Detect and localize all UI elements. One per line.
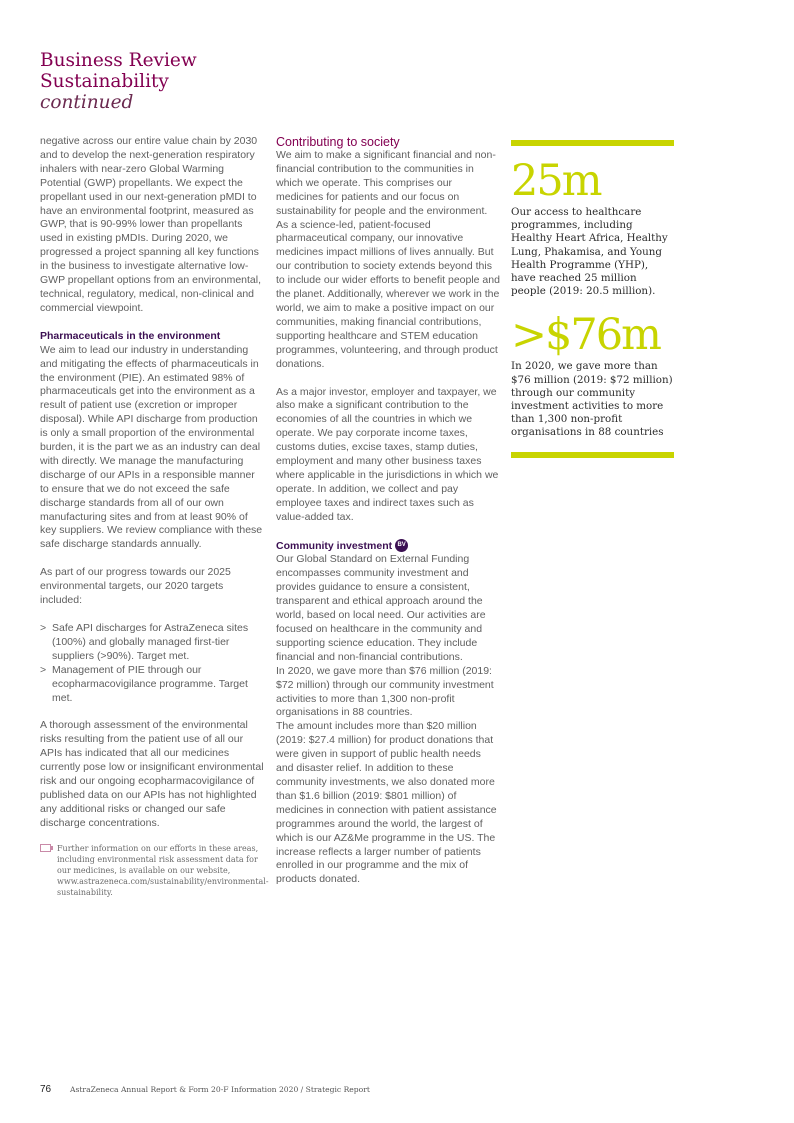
page-footer bbox=[40, 1084, 370, 1095]
column-left bbox=[40, 135, 269, 898]
stat-value-reach: 25m bbox=[511, 156, 601, 206]
society-paragraph: We aim to make a significant financial and non-financial contribution to the communities in which we operate. This comprises our medicines for patients and our focus on sustainability for people and the environment. As a science-led, patient-focused pharmaceutical company, our innovative medicines impact millions of lives annually. But our contribution to society extends beyond this to include our wider efforts to benefit people and the planet. Additionally, wherever we work in the world, we aim to make a positive impact on our communities, making financial contributions, supporting healthcare and STEM education programmes, volunteering, and through product donations. bbox=[276, 149, 500, 370]
note-text: Further information on our efforts in these areas, including environmental risk assessment data for our medicines, is available on our website, www.astrazeneca.com/sustainability/environmental-sustainability. bbox=[57, 843, 269, 897]
page-header bbox=[40, 50, 197, 113]
community-paragraph-3: The amount includes more than $20 million (2019: $27.4 million) for product donations that were given in support of public health needs and disaster relief. In addition to these community investments, we also donated more than $1.6 billion (2019: $801 million) of medicines in connection with patient assistance programmes around the world, the largest of which is our AZ&Me programme in the US. The increase reflects a larger number of patients enrolled in our programme and the mix of products donated. bbox=[276, 720, 497, 886]
tax-paragraph: As a major investor, employer and taxpayer, we also make a significant contribution to the economies of all the countries in which we operate. We pay corporate income taxes, customs duties, excise taxes, stamp duties, employment and many other business taxes where applicable in the jurisdictions in which we operate. In addition, we collect and pay employee taxes and indirect taxes such as value-added tax. bbox=[276, 385, 499, 523]
targets-intro: As part of our progress towards our 2025 environmental targets, our 2020 targets included: bbox=[40, 566, 231, 607]
intro-paragraph: negative across our entire value chain by 2030 and to develop the next-generation respiratory inhalers with near-zero Global Warming Potential (GWP) propellants. We expect the propellant used in our next-generation pMDI to have an environmental footprint, measured as GWP, that is 90-99% lower than propellants used in existing pMDIs. During 2020, we progressed a project spanning all key functions in the business to investigate alternative low-GWP propellant options from an environmental, technical, regulatory, medical, non-clinical and commercial viewpoint. bbox=[40, 135, 262, 314]
pie-heading: Pharmaceuticals in the environment bbox=[40, 329, 221, 342]
document-reference-icon bbox=[40, 844, 51, 852]
community-paragraph-1: Our Global Standard on External Funding encompasses community investment and provides guidance to ensure a consistent, transparent and ethical approach around the world, based on local need. Our activities are focused on healthcare in the community and supporting science education. They include financial and non-financial contributions. bbox=[276, 553, 486, 663]
subsection-title: Sustainability bbox=[40, 71, 169, 92]
business-value-icon: BV bbox=[395, 539, 408, 552]
continued-label: continued bbox=[40, 92, 134, 113]
bottom-divider-bar bbox=[511, 452, 674, 458]
footer-text: AstraZeneca Annual Report & Form 20-F Information 2020 / Strategic Report bbox=[70, 1085, 370, 1094]
list-item bbox=[40, 622, 265, 664]
target-text: Safe API discharges for AstraZeneca sites (100%) and globally managed first-tier suppliers (>90%). Target met. bbox=[52, 622, 249, 662]
pie-paragraph: We aim to lead our industry in understanding and mitigating the effects of pharmaceuticals in the environment (PIE). An estimated 98% of pharmaceuticals get into the environment as a result of patient use (excretion or improper disposal). While API discharge from production is only a small proportion of the environmental burden, it is the part we as an industry can deal with directly. We manage the manufacturing discharge of our APIs in a responsible manner to ensure that we do not exceed the safe discharge standards from all of our own manufacturing sites and from at least 90% of key suppliers. We review compliance with these safe discharge standards annually. bbox=[40, 343, 263, 551]
page-number: 76 bbox=[40, 1084, 52, 1095]
community-heading-text: Community investment bbox=[276, 539, 393, 552]
further-info-note bbox=[40, 843, 269, 898]
community-paragraph-2: In 2020, we gave more than $76 million (2019: $72 million) through our community investment activities to more than 1,300 non-profit organisations in 88 countries. bbox=[276, 664, 494, 719]
community-heading bbox=[276, 539, 501, 554]
top-divider-bar bbox=[511, 140, 674, 146]
stat-text-investment: In 2020, we gave more than $76 million (2019: $72 million) through our community investment activities to more than 1,300 non-profit organisations in 88 countries bbox=[511, 360, 673, 439]
key-stats-sidebar bbox=[511, 140, 674, 458]
targets-list bbox=[40, 622, 265, 705]
bullet-marker: > bbox=[40, 663, 47, 676]
assessment-paragraph: A thorough assessment of the environmental risks resulting from the patient use of all our APIs has indicated that all our medicines currently pose low or insignificant environmental risk and our ongoing ecopharmacovigilance of published data on our APIs has not highlighted any additional risks or changed our safe discharge concentrations. bbox=[40, 719, 264, 829]
bullet-marker: > bbox=[40, 622, 47, 634]
stat-value-investment: >$76m bbox=[511, 310, 660, 361]
target-text: Management of PIE through our ecopharmacovigilance programme. Target met. bbox=[52, 663, 248, 704]
column-middle bbox=[276, 135, 501, 887]
stat-text-reach: Our access to healthcare programmes, including Healthy Heart Africa, Healthy Lung, Phakamisa, and Young Health Programme (YHP), have reached 25 million people (2019: 20.5 million). bbox=[511, 206, 668, 298]
section-title: Business Review bbox=[40, 50, 197, 71]
society-heading: Contributing to society bbox=[276, 135, 400, 149]
list-item bbox=[40, 664, 265, 706]
